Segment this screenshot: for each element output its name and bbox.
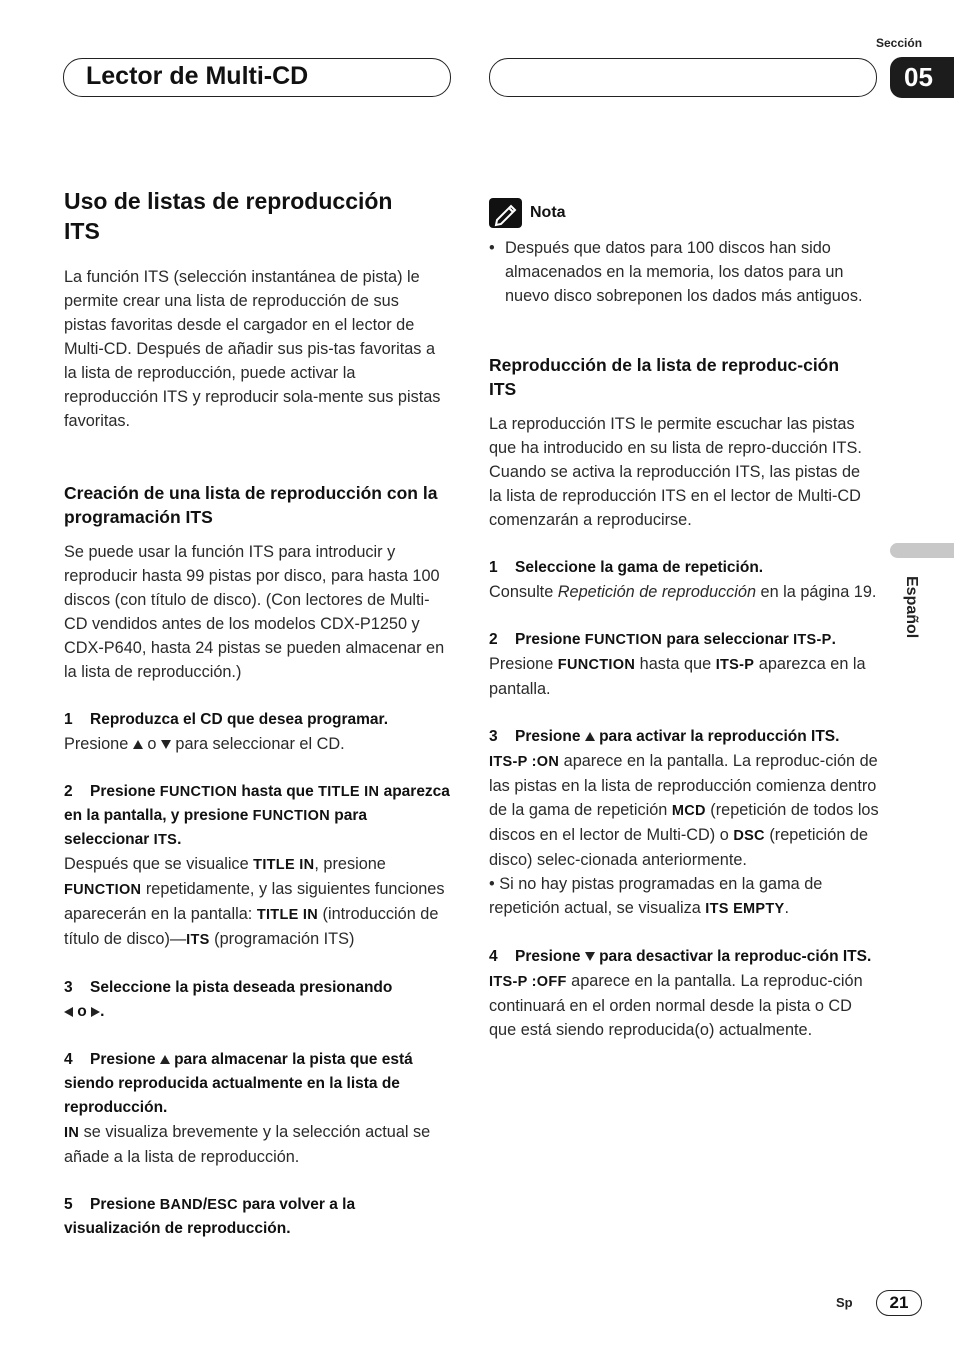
up-arrow-icon <box>585 732 595 741</box>
note-label: Nota <box>530 204 566 221</box>
pencil-note-icon <box>489 198 522 228</box>
step-4: 4 Presione para almacenar la pista que está siendo reproducida actualmente en la lista de reproducción. IN se visualiza brevemente y la selección actual se añade a la lista de reproducción. <box>64 1048 454 1169</box>
language-code: Sp <box>836 1295 853 1310</box>
step-number: 3 <box>489 728 498 745</box>
up-arrow-icon <box>160 1055 170 1064</box>
right-step-4: 4 Presione para desactivar la reproduc-ción ITS. ITS-P :OFF aparece en la pantalla. La reproduc-ción continuará en el orden normal desde la pista o CD que está siendo reproducida(o) actualmente. <box>489 945 879 1042</box>
step-5: 5 Presione BAND/ESC para volver a la visualización de reproducción. <box>64 1193 454 1241</box>
right-column <box>489 198 879 1042</box>
step-number: 4 <box>489 948 498 965</box>
section-heading-creation: Creación de una lista de reproducción con la programación ITS <box>64 483 438 527</box>
right-arrow-icon <box>91 1007 100 1017</box>
section-label: Sección <box>876 36 923 50</box>
step-2: 2 Presione FUNCTION hasta que TITLE IN aparezca en la pantalla, y presione FUNCTION para seleccionar ITS. Después que se visualice TITLE IN, presione FUNCTION repetidamente, y las siguientes funciones aparecerán en la pantalla: TITLE IN (introducción de título de disco)—ITS (programación ITS) <box>64 780 454 952</box>
main-heading: Uso de listas de reproducción ITS <box>64 188 393 244</box>
step-1: 1 Reproduzca el CD que desea programar. Presione o para seleccionar el CD. <box>64 708 454 756</box>
left-arrow-icon <box>64 1007 73 1017</box>
note-header <box>489 198 879 228</box>
left-column <box>64 186 454 1241</box>
note-bullet: • Después que datos para 100 discos han sido almacenados en la memoria, los datos para un nuevo disco sobreponen los dados más antiguos. <box>489 239 863 305</box>
step-number: 1 <box>489 559 498 576</box>
step-number: 2 <box>64 783 73 800</box>
down-arrow-icon <box>585 952 595 961</box>
right-step-2: 2 Presione FUNCTION para seleccionar ITS-P. Presione FUNCTION hasta que ITS-P aparezca en la pantalla. <box>489 628 879 701</box>
page-title: Lector de Multi-CD <box>86 62 309 90</box>
step-number: 2 <box>489 631 498 648</box>
step-number: 4 <box>64 1051 73 1068</box>
step-number: 3 <box>64 979 73 996</box>
step-number: 1 <box>64 711 73 728</box>
creation-paragraph: Se puede usar la función ITS para introducir y reproducir hasta 99 pistas por disco, para hasta 100 discos (con título de disco). (Con lectores de Multi-CD vendidos antes de los modelos CDX-P1250 y CDX-P640, hasta 24 pistas se pueden almacenar en la lista de reproducción.) <box>64 543 445 681</box>
intro-paragraph: La función ITS (selección instantánea de pista) le permite crear una lista de reproducción de sus pistas favoritas desde el cargador en el lector de Multi-CD. Después de añadir sus pis-tas favoritas a la lista de reproducción, puede activar la reproducción ITS y reproducir sola-mente sus pistas favoritas. <box>64 268 441 430</box>
section-number-badge: 05 <box>890 57 954 98</box>
right-step-3: 3 Presione para activar la reproducción ITS. ITS-P :ON aparece en la pantalla. La reproduc-ción de las pistas en la lista de reproducción comienza dentro de la gama de repetición MCD (repetición de todos los discos en el lector de Multi-CD) o DSC (repetición de disco) selec-cionada anteriormente. • Si no hay pistas programadas en la gama de repetición actual, se visualiza ITS EMPTY. <box>489 725 879 921</box>
up-arrow-icon <box>133 740 143 749</box>
header-empty-box <box>489 58 877 97</box>
section-heading-playback: Reproducción de la lista de reproduc-ción ITS <box>489 355 840 399</box>
language-label: Español <box>903 576 920 639</box>
step-number: 5 <box>64 1196 73 1213</box>
playback-paragraph: La reproducción ITS le permite escuchar las pistas que ha introducido en su lista de repro-ducción ITS. Cuando se activa la reproducción ITS, las pistas de la lista de reproducción ITS en el lector de Multi-CD comenzarán a reproducirse. <box>489 415 862 529</box>
down-arrow-icon <box>161 740 171 749</box>
page-number: 21 <box>876 1290 922 1316</box>
language-tab-marker <box>890 543 954 558</box>
step-3: 3 Seleccione la pista deseada presionando o . <box>64 976 454 1024</box>
right-step-1: 1 Seleccione la gama de repetición. Consulte Repetición de reproducción en la página 19. <box>489 556 879 604</box>
header-title-box <box>63 58 451 97</box>
